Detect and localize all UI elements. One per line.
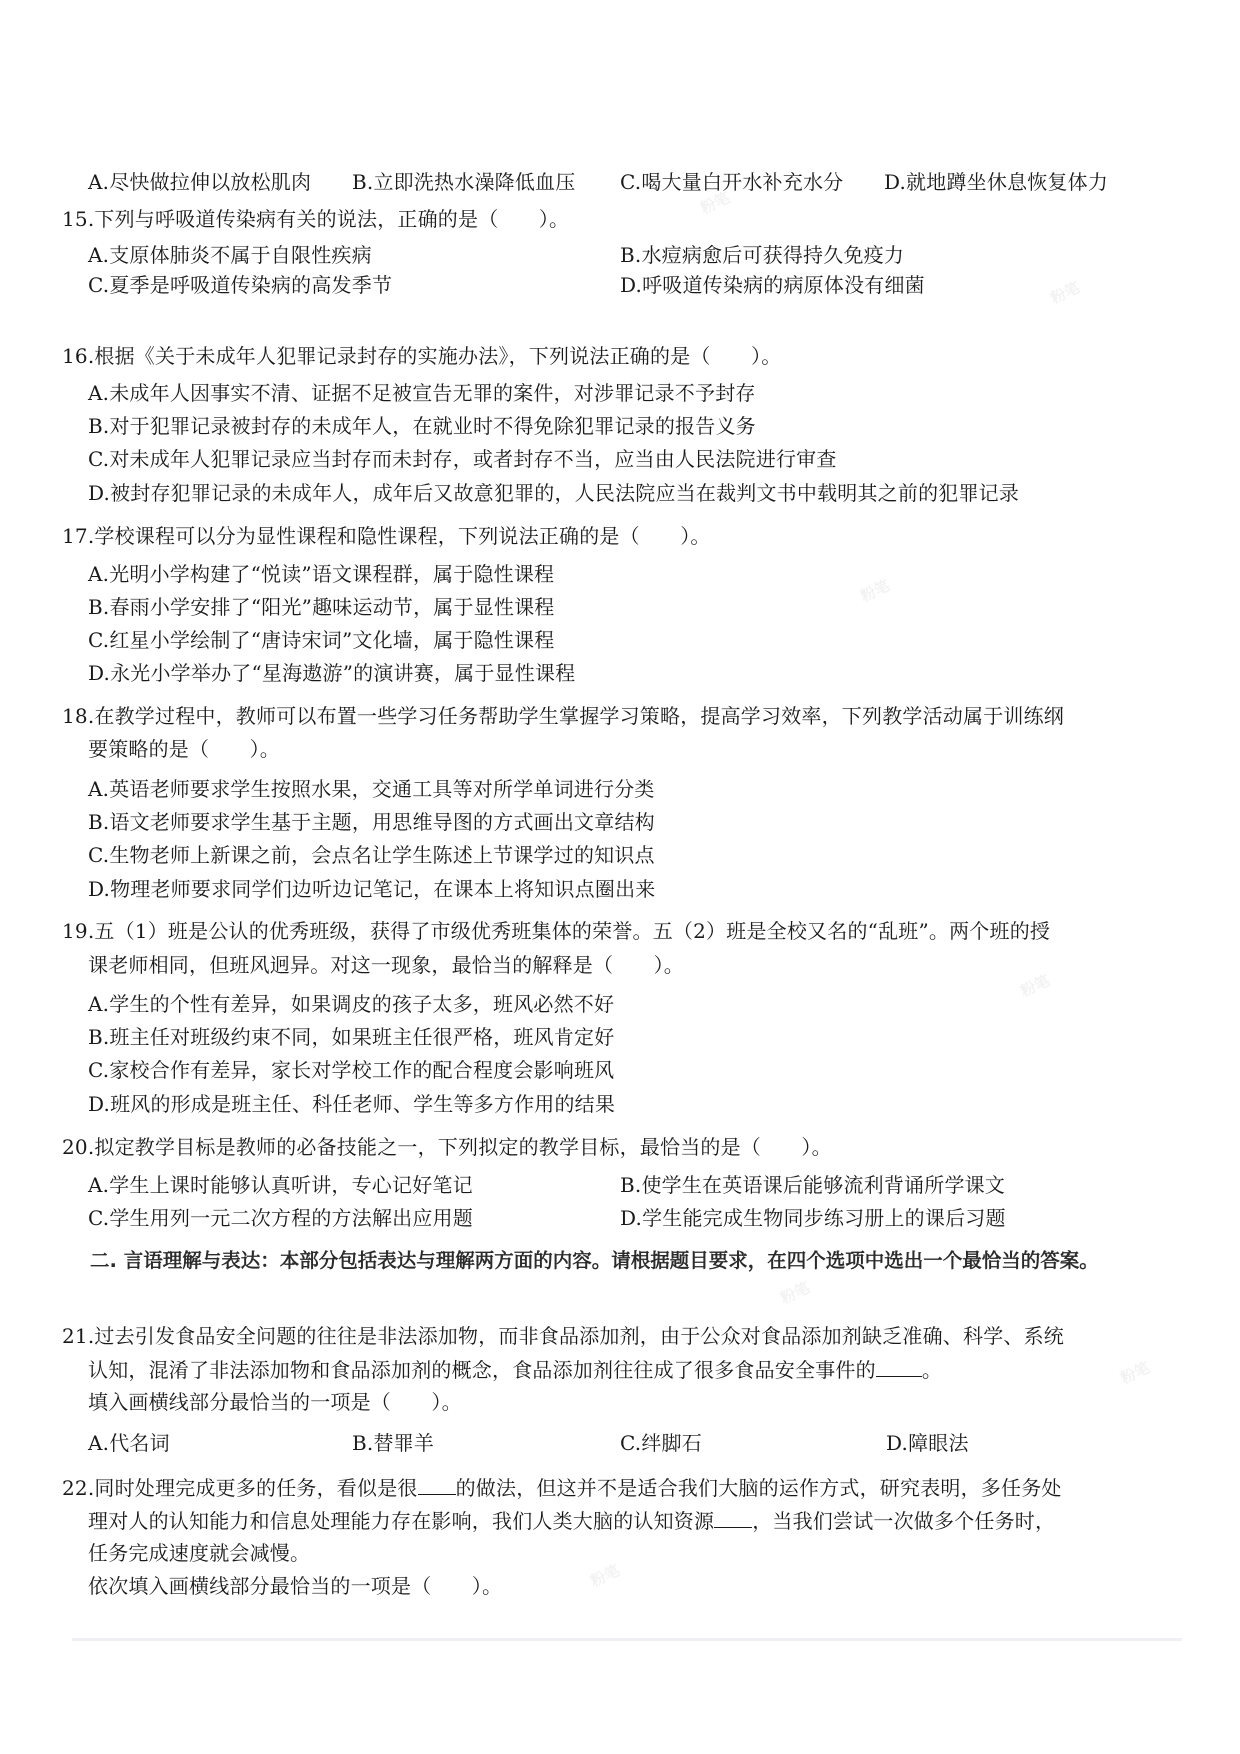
q21-option-d: D.障眼法 bbox=[886, 1431, 969, 1455]
q16-option-b: B.对于犯罪记录被封存的未成年人，在就业时不得免除犯罪记录的报告义务 bbox=[88, 414, 756, 438]
answer-blank-2 bbox=[714, 1507, 752, 1528]
q15-stem: 15.下列与呼吸道传染病有关的说法，正确的是（ ）。 bbox=[62, 207, 570, 231]
q22-stem-line2 bbox=[88, 1507, 1055, 1534]
q22-prompt: 依次填入画横线部分最恰当的一项是（ ）。 bbox=[88, 1574, 503, 1598]
q22-stem-line1-pre: 22.同时处理完成更多的任务，看似是很 bbox=[62, 1476, 418, 1500]
q18-option-b: B.语文老师要求学生基于主题，用思维导图的方式画出文章结构 bbox=[88, 810, 655, 834]
q19-stem-line2: 课老师相同，但班风迥异。对这一现象，最恰当的解释是（ ）。 bbox=[88, 953, 684, 977]
q14-option-c: C.喝大量白开水补充水分 bbox=[620, 170, 844, 194]
q15-option-a: A.支原体肺炎不属于自限性疾病 bbox=[88, 243, 372, 267]
answer-blank-1 bbox=[418, 1474, 456, 1495]
section-heading: 二. 言语理解与表达：本部分包括表达与理解两方面的内容。请根据题目要求，在四个选项中选出一个最恰当的答案。 bbox=[90, 1249, 1099, 1272]
watermark: 粉笔 bbox=[1017, 971, 1053, 1001]
q21-stem-line2-text: 认知，混淆了非法添加物和食品添加剂的概念，食品添加剂往往成了很多食品安全事件的 bbox=[88, 1358, 876, 1382]
watermark: 粉笔 bbox=[857, 576, 893, 606]
answer-blank bbox=[876, 1356, 922, 1377]
q21-option-a: A.代名词 bbox=[88, 1431, 170, 1455]
q17-option-a: A.光明小学构建了“悦读”语文课程群，属于隐性课程 bbox=[88, 562, 555, 586]
q22-stem-line2-post: ，当我们尝试一次做多个任务时， bbox=[752, 1509, 1056, 1533]
q16-stem: 16.根据《关于未成年人犯罪记录封存的实施办法》，下列说法正确的是（ ）。 bbox=[62, 344, 782, 368]
q16-option-d: D.被封存犯罪记录的未成年人，成年后又故意犯罪的，人民法院应当在裁判文书中载明其之前的犯罪记录 bbox=[88, 481, 1020, 505]
q19-stem-line1: 19.五（1）班是公认的优秀班级，获得了市级优秀班集体的荣誉。五（2）班是全校又名的“乱班”。两个班的授 bbox=[62, 919, 1051, 943]
q17-option-c: C.红星小学绘制了“唐诗宋词”文化墙，属于隐性课程 bbox=[88, 628, 555, 652]
q20-option-c: C.学生用列一元二次方程的方法解出应用题 bbox=[88, 1206, 473, 1230]
q19-option-b: B.班主任对班级约束不同，如果班主任很严格，班风肯定好 bbox=[88, 1025, 615, 1049]
q22-stem-line1 bbox=[62, 1474, 1062, 1501]
q20-stem: 20.拟定教学目标是教师的必备技能之一，下列拟定的教学目标，最恰当的是（ ）。 bbox=[62, 1135, 832, 1159]
q14-option-a: A.尽快做拉伸以放松肌肉 bbox=[88, 170, 312, 194]
q14-option-d: D.就地蹲坐休息恢复体力 bbox=[884, 170, 1109, 194]
q17-option-b: B.春雨小学安排了“阳光”趣味运动节，属于显性课程 bbox=[88, 595, 555, 619]
q18-option-a: A.英语老师要求学生按照水果，交通工具等对所学单词进行分类 bbox=[88, 777, 655, 801]
q19-option-d: D.班风的形成是班主任、科任老师、学生等多方作用的结果 bbox=[88, 1092, 616, 1116]
q17-option-d: D.永光小学举办了“星海遨游”的演讲赛，属于显性课程 bbox=[88, 661, 576, 685]
q21-prompt: 填入画横线部分最恰当的一项是（ ）。 bbox=[88, 1390, 462, 1414]
q21-stem-line1: 21.过去引发食品安全问题的往往是非法添加物，而非食品添加剂，由于公众对食品添加剂缺乏准确、科学、系统 bbox=[62, 1324, 1065, 1348]
q22-stem-line2-pre: 理对人的认知能力和信息处理能力存在影响，我们人类大脑的认知资源 bbox=[88, 1509, 715, 1533]
q20-option-d: D.学生能完成生物同步练习册上的课后习题 bbox=[620, 1206, 1006, 1230]
q21-stem-line2-end: 。 bbox=[921, 1358, 943, 1382]
q22-stem-line1-post: 的做法，但这并不是适合我们大脑的运作方式，研究表明，多任务处 bbox=[455, 1476, 1062, 1500]
watermark: 粉笔 bbox=[587, 1561, 623, 1591]
q20-option-a: A.学生上课时能够认真听讲，专心记好笔记 bbox=[88, 1173, 473, 1197]
watermark: 粉笔 bbox=[777, 1278, 813, 1308]
watermark: 粉笔 bbox=[1117, 1358, 1153, 1388]
q21-option-c: C.绊脚石 bbox=[620, 1431, 702, 1455]
q18-stem-line1: 18.在教学过程中，教师可以布置一些学习任务帮助学生掌握学习策略，提高学习效率，下列教学活动属于训练纲 bbox=[62, 704, 1065, 728]
q21-option-b: B.替罪羊 bbox=[352, 1431, 435, 1455]
q18-option-d: D.物理老师要求同学们边听边记笔记，在课本上将知识点圈出来 bbox=[88, 877, 656, 901]
watermark: 粉笔 bbox=[697, 188, 733, 218]
page-divider bbox=[72, 1638, 1182, 1641]
q20-option-b: B.使学生在英语课后能够流利背诵所学课文 bbox=[620, 1173, 1006, 1197]
q15-option-d: D.呼吸道传染病的病原体没有细菌 bbox=[620, 273, 925, 297]
q16-option-c: C.对未成年人犯罪记录应当封存而未封存，或者封存不当，应当由人民法院进行审查 bbox=[88, 447, 837, 471]
watermark: 粉笔 bbox=[1047, 278, 1083, 308]
q18-option-c: C.生物老师上新课之前，会点名让学生陈述上节课学过的知识点 bbox=[88, 843, 655, 867]
q19-option-a: A.学生的个性有差异，如果调皮的孩子太多，班风必然不好 bbox=[88, 992, 615, 1016]
q19-option-c: C.家校合作有差异，家长对学校工作的配合程度会影响班风 bbox=[88, 1058, 615, 1082]
q21-stem-line2 bbox=[88, 1356, 942, 1383]
q18-stem-line2: 要策略的是（ ）。 bbox=[88, 737, 280, 761]
q15-option-c: C.夏季是呼吸道传染病的高发季节 bbox=[88, 273, 393, 297]
q14-option-b: B.立即洗热水澡降低血压 bbox=[352, 170, 576, 194]
q22-stem-line3: 任务完成速度就会减慢。 bbox=[88, 1541, 311, 1565]
q16-option-a: A.未成年人因事实不清、证据不足被宣告无罪的案件，对涉罪记录不予封存 bbox=[88, 381, 756, 405]
q15-option-b: B.水痘病愈后可获得持久免疫力 bbox=[620, 243, 905, 267]
q17-stem: 17.学校课程可以分为显性课程和隐性课程，下列说法正确的是（ ）。 bbox=[62, 524, 711, 548]
